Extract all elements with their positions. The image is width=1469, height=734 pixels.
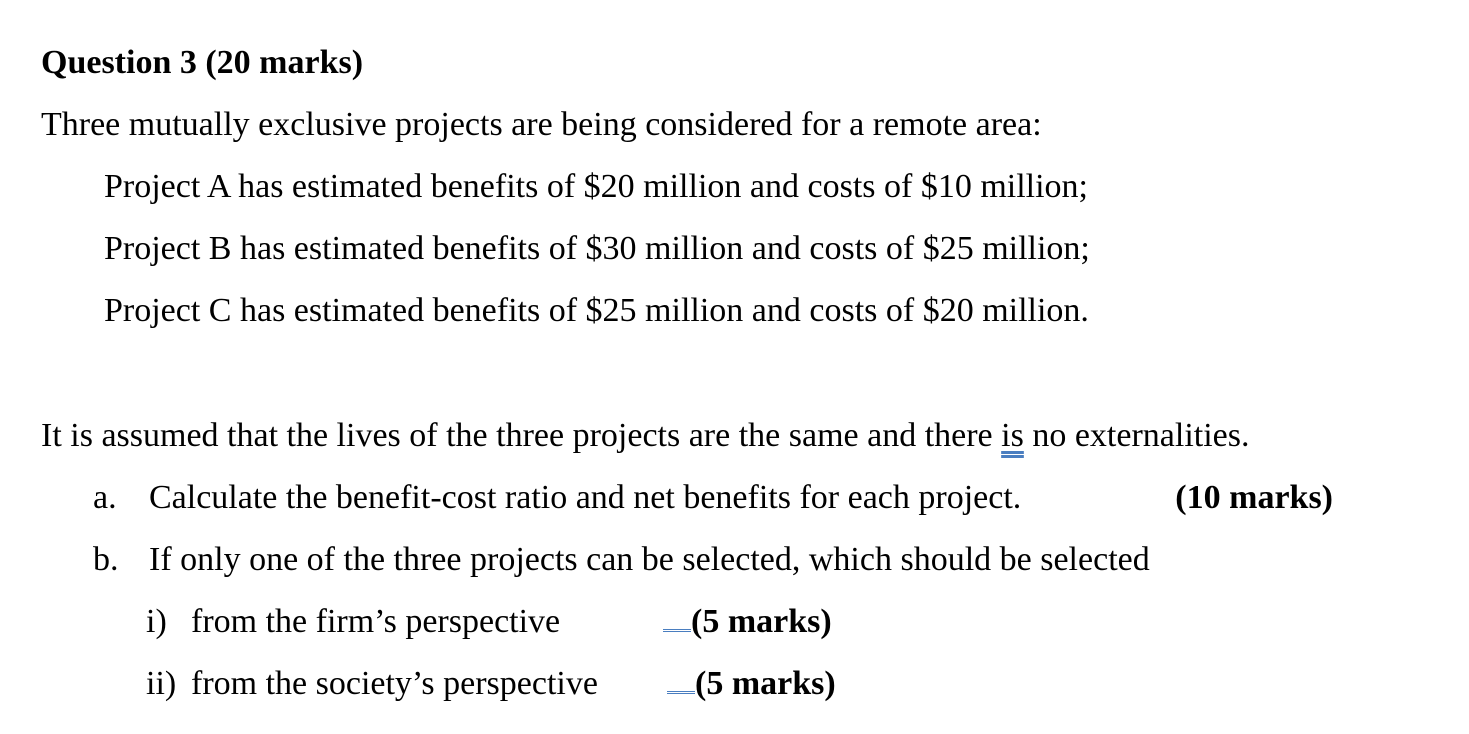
part-b-ii-marker: ii) bbox=[146, 665, 177, 702]
assumption-underlined-word: is bbox=[1001, 417, 1024, 454]
part-b-i-marker: i) bbox=[146, 603, 167, 640]
part-b-ii-blank bbox=[667, 689, 695, 694]
project-a-text: Project A has estimated benefits of $20 million and costs of $10 million; bbox=[104, 168, 1088, 205]
assumption-before: It is assumed that the lives of the three projects are the same and there bbox=[41, 417, 1002, 454]
part-b-ii-text: from the society’s perspective bbox=[191, 665, 598, 702]
project-c-text: Project C has estimated benefits of $25 million and costs of $20 million. bbox=[104, 292, 1089, 329]
part-b-i-marks-wrap bbox=[663, 602, 832, 642]
part-b-i-blank bbox=[663, 627, 691, 632]
part-b bbox=[93, 540, 1150, 580]
part-b-i-marks: (5 marks) bbox=[691, 603, 832, 640]
question-intro: Three mutually exclusive projects are being considered for a remote area: bbox=[41, 106, 1042, 143]
part-b-ii bbox=[146, 664, 836, 704]
part-b-marker: b. bbox=[93, 541, 119, 578]
part-a-marker: a. bbox=[93, 479, 117, 516]
part-b-i-text: from the firm’s perspective bbox=[191, 603, 561, 640]
part-b-ii-marks-wrap bbox=[667, 664, 836, 704]
part-a-text: Calculate the benefit-cost ratio and net benefits for each project. bbox=[149, 479, 1022, 516]
question-heading: Question 3 (20 marks) bbox=[41, 44, 364, 81]
part-a bbox=[93, 478, 1333, 518]
assumption-text bbox=[41, 416, 1250, 456]
part-b-ii-marks: (5 marks) bbox=[695, 665, 836, 702]
part-b-text: If only one of the three projects can be selected, which should be selected bbox=[149, 541, 1150, 578]
part-a-marks: (10 marks) bbox=[1175, 479, 1333, 516]
project-b-text: Project B has estimated benefits of $30 million and costs of $25 million; bbox=[104, 230, 1090, 267]
part-b-i bbox=[146, 602, 832, 642]
assumption-after: no externalities. bbox=[1023, 417, 1250, 454]
